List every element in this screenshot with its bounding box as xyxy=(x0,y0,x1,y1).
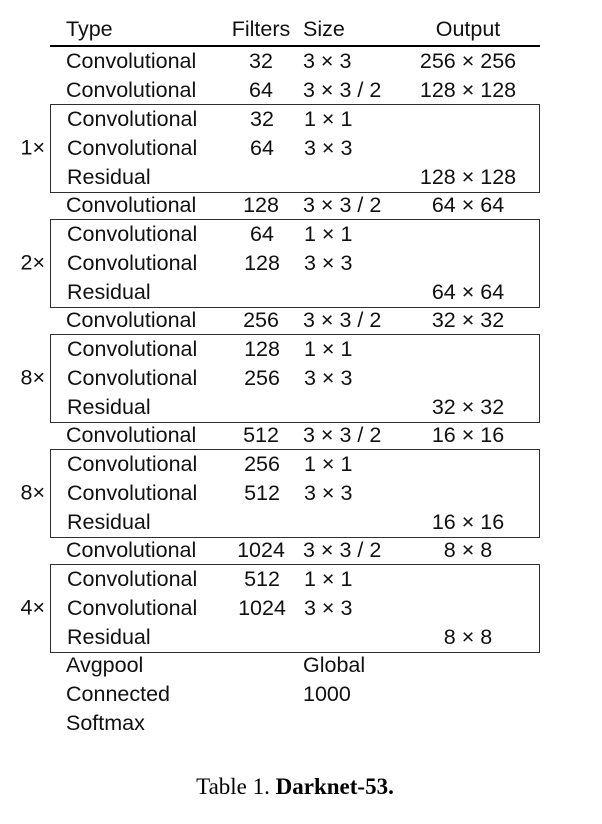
cell-size: 3 × 3 / 2 xyxy=(303,193,382,217)
cell-output: 16 × 16 xyxy=(431,509,505,534)
table-row xyxy=(51,623,539,652)
cell-type: Convolutional xyxy=(67,451,198,476)
cell-size: 3 × 3 / 2 xyxy=(303,423,382,447)
caption-prefix: Table 1. xyxy=(196,774,276,799)
cell-output xyxy=(397,105,539,134)
table-row xyxy=(51,105,539,134)
table-row xyxy=(50,651,540,680)
cell-size: 3 × 3 xyxy=(304,135,353,160)
cell-filters: 1024 xyxy=(238,595,286,620)
table-row xyxy=(51,278,539,307)
cell-output: 256 × 256 xyxy=(419,49,517,73)
table-row xyxy=(51,134,539,163)
cell-type: Convolutional xyxy=(67,480,198,505)
cell-type: Convolutional xyxy=(66,308,197,332)
table-row xyxy=(50,421,540,450)
cell-filters: 32 xyxy=(249,49,273,73)
cell-filters: 64 xyxy=(250,221,274,246)
cell-filters: 256 xyxy=(244,451,280,476)
cell-type: Convolutional xyxy=(67,250,198,275)
cell-size xyxy=(297,393,397,422)
cell-output xyxy=(397,220,539,249)
cell-filters: 256 xyxy=(243,308,279,332)
table-row xyxy=(51,249,539,278)
residual-block-box xyxy=(20,449,540,538)
cell-size: Global xyxy=(303,653,366,677)
cell-size: 1 × 1 xyxy=(304,106,353,131)
cell-type: Convolutional xyxy=(67,135,198,160)
cell-type: Convolutional xyxy=(67,595,198,620)
block-multiplier-label: 8× xyxy=(20,480,45,505)
cell-output xyxy=(397,364,539,393)
cell-output xyxy=(397,249,539,278)
residual-block-box xyxy=(20,219,540,308)
cell-filters xyxy=(226,709,296,738)
cell-output xyxy=(397,565,539,594)
table-row xyxy=(50,680,540,709)
table-row xyxy=(51,508,539,537)
table-header-row xyxy=(50,14,540,47)
cell-filters xyxy=(227,393,297,422)
table-row xyxy=(51,364,539,393)
cell-filters: 256 xyxy=(244,365,280,390)
cell-size: 3 × 3 xyxy=(304,480,353,505)
cell-type: Convolutional xyxy=(67,221,198,246)
cell-output xyxy=(396,680,540,709)
cell-size: 3 × 3 xyxy=(304,250,353,275)
cell-output xyxy=(397,479,539,508)
cell-size xyxy=(297,623,397,652)
table-row xyxy=(51,450,539,479)
cell-output: 64 × 64 xyxy=(431,279,505,304)
cell-output: 32 × 32 xyxy=(431,308,505,332)
cell-filters xyxy=(227,508,297,537)
cell-type: Residual xyxy=(67,394,151,419)
cell-type: Residual xyxy=(67,164,151,189)
table-caption xyxy=(50,774,540,800)
cell-type: Avgpool xyxy=(66,653,144,677)
table-row xyxy=(50,709,540,738)
header-cell-filters: Filters xyxy=(231,17,291,41)
cell-size: 1 × 1 xyxy=(304,336,353,361)
cell-output xyxy=(397,450,539,479)
cell-size xyxy=(297,163,397,192)
residual-block-box xyxy=(20,334,540,423)
table-row xyxy=(51,594,539,623)
cell-type: Convolutional xyxy=(67,336,198,361)
table-row xyxy=(50,536,540,565)
cell-output: 64 × 64 xyxy=(431,193,505,217)
cell-size xyxy=(297,278,397,307)
table-row xyxy=(51,335,539,364)
cell-filters: 128 xyxy=(244,336,280,361)
cell-size: 1 × 1 xyxy=(304,451,353,476)
table-row xyxy=(50,47,540,76)
cell-size: 1 × 1 xyxy=(304,221,353,246)
cell-filters xyxy=(227,623,297,652)
cell-type: Convolutional xyxy=(66,193,197,217)
cell-type: Convolutional xyxy=(66,538,197,562)
table-row xyxy=(51,393,539,422)
table-row xyxy=(51,479,539,508)
cell-output: 128 × 128 xyxy=(419,164,517,189)
cell-type: Convolutional xyxy=(67,566,198,591)
cell-output: 32 × 32 xyxy=(431,394,505,419)
cell-output xyxy=(396,709,540,738)
cell-type: Convolutional xyxy=(67,365,198,390)
header-cell-output: Output xyxy=(435,17,501,41)
table-row xyxy=(51,163,539,192)
cell-filters: 128 xyxy=(244,250,280,275)
cell-filters xyxy=(227,163,297,192)
cell-type: Residual xyxy=(67,624,151,649)
cell-filters xyxy=(227,278,297,307)
cell-filters xyxy=(226,651,296,680)
block-multiplier-label: 4× xyxy=(20,595,45,620)
cell-size: 3 × 3 / 2 xyxy=(303,538,382,562)
cell-output xyxy=(397,134,539,163)
caption-title: Darknet-53. xyxy=(275,774,394,799)
cell-size: 3 × 3 / 2 xyxy=(303,78,382,102)
table-row xyxy=(51,565,539,594)
cell-output xyxy=(396,651,540,680)
table-row xyxy=(51,220,539,249)
cell-filters: 512 xyxy=(244,566,280,591)
table-row xyxy=(50,306,540,335)
cell-type: Connected xyxy=(66,682,170,706)
cell-type: Residual xyxy=(67,279,151,304)
cell-filters: 512 xyxy=(244,480,280,505)
cell-type: Convolutional xyxy=(66,78,197,102)
cell-type: Residual xyxy=(67,509,151,534)
cell-output: 8 × 8 xyxy=(443,538,493,562)
darknet53-table xyxy=(20,14,540,800)
cell-type: Convolutional xyxy=(67,106,198,131)
cell-filters: 64 xyxy=(249,78,273,102)
cell-size: 3 × 3 xyxy=(304,595,353,620)
residual-block-box xyxy=(20,104,540,193)
header-cell-type: Type xyxy=(66,17,113,41)
table-row xyxy=(50,76,540,105)
residual-block-box xyxy=(20,564,540,653)
cell-type: Convolutional xyxy=(66,49,197,73)
cell-output xyxy=(397,335,539,364)
table-body xyxy=(20,47,540,738)
header-cell-size: Size xyxy=(303,17,345,41)
cell-size: 3 × 3 xyxy=(303,49,352,73)
cell-size xyxy=(296,709,396,738)
cell-type: Convolutional xyxy=(66,423,197,447)
block-multiplier-label: 2× xyxy=(20,250,45,275)
cell-output: 8 × 8 xyxy=(443,624,493,649)
cell-output: 16 × 16 xyxy=(431,423,505,447)
cell-output: 128 × 128 xyxy=(419,78,517,102)
cell-size: 1000 xyxy=(303,682,351,706)
block-multiplier-label: 1× xyxy=(20,135,45,160)
table-row xyxy=(50,191,540,220)
cell-filters: 512 xyxy=(243,423,279,447)
cell-size: 3 × 3 / 2 xyxy=(303,308,382,332)
cell-filters xyxy=(226,680,296,709)
cell-type: Softmax xyxy=(66,711,145,735)
cell-filters: 128 xyxy=(243,193,279,217)
cell-filters: 64 xyxy=(250,135,274,160)
cell-size: 1 × 1 xyxy=(304,566,353,591)
cell-size xyxy=(297,508,397,537)
block-multiplier-label: 8× xyxy=(20,365,45,390)
cell-filters: 1024 xyxy=(237,538,285,562)
cell-output xyxy=(397,594,539,623)
cell-filters: 32 xyxy=(250,106,274,131)
cell-size: 3 × 3 xyxy=(304,365,353,390)
